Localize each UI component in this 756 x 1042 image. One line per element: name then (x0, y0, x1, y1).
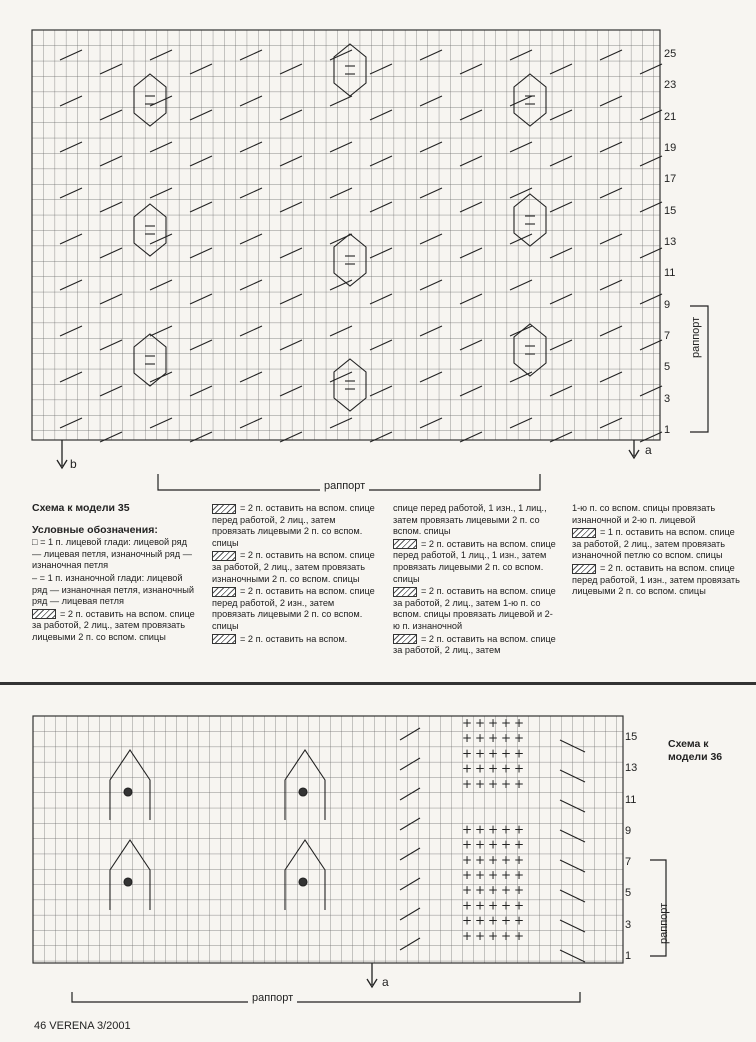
plus-stitch-icon: + (488, 731, 499, 746)
plus-stitch-icon: + (475, 852, 486, 867)
plus-stitch-icon: + (514, 761, 525, 776)
plus-stitch-icon: + (514, 822, 525, 837)
cable-symbol-icon (393, 587, 417, 597)
plus-stitch-icon: + (514, 883, 525, 898)
plus-stitch-icon: + (501, 868, 512, 882)
rapport-label-side-35: раппорт (690, 316, 702, 358)
rapport-label-side-36: раппорт (658, 902, 670, 944)
row-number: 21 (664, 110, 677, 123)
plus-stitch-icon: + (475, 746, 486, 761)
plus-stitch-icon: + (488, 883, 499, 898)
plus-stitch-icon: + (488, 898, 499, 913)
plus-stitch-icon: + (488, 776, 499, 791)
plus-stitch-icon: + (488, 913, 499, 928)
arrow-b-icon (57, 440, 67, 468)
plus-stitch-icon: + (462, 898, 473, 913)
rapport-label-bottom-35: раппорт (320, 480, 369, 492)
plus-stitch-icon: + (514, 868, 525, 882)
chart-35-grid (32, 30, 660, 440)
arrow-a-icon (629, 440, 639, 458)
marker-b: b (70, 457, 77, 471)
row-number: 1 (664, 424, 671, 436)
row-number: 7 (664, 330, 671, 342)
row-number: 3 (664, 392, 671, 405)
legend-title: Схема к модели 35 (32, 502, 130, 514)
plus-stitch-icon: + (475, 883, 486, 898)
plus-stitch-icon: + (488, 822, 499, 837)
footer-rule (0, 682, 756, 685)
row-number: 17 (664, 173, 677, 186)
legend-item: = 2 п. оставить на вспом. спице за работой, 2 лиц., затем провязать изнаночными 2 п. со вспом. спицы (212, 550, 375, 584)
cable-symbol-icon (212, 504, 236, 514)
cable-symbol-icon (212, 551, 236, 561)
plus-stitch-icon: + (501, 883, 512, 898)
row-number: 15 (625, 731, 638, 743)
plus-stitch-icon: + (488, 716, 499, 730)
plus-stitch-icon: + (475, 731, 486, 746)
plus-stitch-icon: + (501, 746, 512, 761)
cable-symbol-icon (212, 634, 236, 644)
row-number: 15 (664, 204, 677, 217)
plus-stitch-icon: + (514, 716, 525, 730)
plus-stitch-icon: + (462, 913, 473, 928)
plus-stitch-icon: + (475, 837, 486, 852)
legend-item: = 2 п. оставить на вспом. спице перед работой, 2 изн., затем провязать лицевыми 2 п. со вспом. спицы (212, 586, 375, 631)
cable-symbol-icon (572, 564, 596, 574)
legend-item: = 2 п. оставить на вспом. спице за работой, 2 лиц., затем провязать лицевыми 2 п. со вспом. спицы (32, 608, 195, 642)
plus-stitch-icon: + (475, 776, 486, 791)
row-number: 13 (625, 762, 638, 775)
plus-stitch-icon: + (514, 913, 525, 928)
row-number: 9 (625, 824, 632, 837)
legend-item: = 2 п. оставить на вспом. спице за работой, 2 лиц., затем (393, 633, 556, 656)
marker-a-36: a (382, 975, 389, 989)
legend-col-2 (212, 503, 377, 646)
plus-stitch-icon: + (462, 883, 473, 898)
plus-stitch-icon: + (501, 852, 512, 867)
plus-stitch-icon: + (462, 822, 473, 837)
legend-item: = 1 п. оставить на вспом. спице за работой, 2 лиц., затем провязать изнаночной петлю со вспом. спицы (572, 527, 735, 561)
legend-item: 1-ю п. со вспом. спицы провязать изнаночной и 2-ю п. лицевой (572, 503, 716, 525)
row-number: 1 (625, 950, 632, 962)
legend-col-4 (572, 503, 740, 599)
legend-item: спице перед работой, 1 изн., 1 лиц., затем провязать лицевыми 2 п. со вспом. спицы (393, 503, 547, 537)
cable-symbol-icon (32, 609, 56, 619)
plus-stitch-icon: + (462, 852, 473, 867)
row-number: 5 (664, 361, 671, 374)
legend-item: = 2 п. оставить на вспом. (212, 634, 377, 646)
row-number: 25 (664, 48, 677, 60)
plus-stitch-icon: + (462, 868, 473, 882)
bobble-dot-icon (299, 878, 307, 886)
bobble-dot-icon (299, 788, 307, 796)
bobble-dot-icon (124, 878, 132, 886)
legend-item: = 2 п. оставить на вспом. спице перед работой, 1 изн., затем провязать лицевыми 2 п. со вспом. спицы (572, 562, 740, 597)
chart-36-grid (33, 716, 623, 963)
plus-stitch-icon: + (475, 898, 486, 913)
plus-stitch-icon: + (501, 898, 512, 913)
plus-stitch-icon: + (488, 837, 499, 852)
plus-stitch-icon: + (514, 731, 525, 746)
plus-stitch-icon: + (462, 716, 473, 730)
plus-stitch-icon: + (501, 731, 512, 746)
plus-stitch-icon: + (514, 746, 525, 761)
plus-stitch-icon: + (488, 868, 499, 882)
plus-stitch-icon: + (514, 928, 525, 943)
plus-stitch-icon: + (475, 928, 486, 943)
rapport-label-bottom-36: раппорт (248, 992, 297, 1004)
plus-stitch-icon: + (475, 716, 486, 730)
plus-stitch-icon: + (462, 776, 473, 791)
legend-item: = 2 п. оставить на вспом. спице перед работой, 1 лиц., 1 изн., затем провязать лицевыми 2 п. со вспом. спицы (393, 538, 556, 584)
row-number: 19 (664, 142, 677, 154)
plus-stitch-icon: + (475, 868, 486, 882)
plus-stitch-icon: + (501, 928, 512, 943)
legend-item: = 2 п. оставить на вспом. спице перед работой, 2 лиц., затем провязать лицевыми 2 п. со вспом. спицы (212, 503, 375, 548)
row-number: 23 (664, 79, 677, 92)
row-number: 5 (625, 887, 632, 900)
plus-stitch-icon: + (501, 822, 512, 837)
plus-stitch-icon: + (501, 913, 512, 928)
plus-stitch-icon: + (475, 761, 486, 776)
plus-stitch-icon: + (501, 776, 512, 791)
legend-item: = 2 п. оставить на вспом. спице за работой, 2 лиц., затем 1-ю п. со вспом. спицы провязать лицевой и 2-ю п. изнаночной (393, 586, 556, 631)
plus-stitch-icon: + (501, 716, 512, 730)
plus-stitch-icon: + (462, 761, 473, 776)
plus-stitch-icon: + (462, 746, 473, 761)
plus-stitch-icon: + (488, 928, 499, 943)
bobble-dot-icon (124, 788, 132, 796)
legend-col-3 (393, 503, 558, 658)
page-footer: 46 VERENA 3/2001 (34, 1020, 131, 1032)
row-number: 9 (664, 298, 671, 311)
cable-symbol-icon (393, 539, 417, 549)
row-number: 13 (664, 236, 677, 248)
cable-symbol-icon (212, 587, 236, 597)
plus-stitch-icon: + (488, 746, 499, 761)
plus-stitch-icon: + (514, 776, 525, 791)
plus-stitch-icon: + (501, 837, 512, 852)
legend-subtitle: Условные обозначения: (32, 523, 158, 536)
row-number: 3 (625, 918, 632, 931)
cable-symbol-icon (572, 528, 596, 538)
plus-stitch-icon: + (488, 852, 499, 867)
rapport-bracket-bottom-36 (72, 992, 580, 1002)
arrow-a-36-icon (367, 963, 377, 987)
row-number: 11 (664, 267, 676, 280)
plus-stitch-icon: + (475, 822, 486, 837)
plus-stitch-icon: + (514, 898, 525, 913)
cable-symbol-icon (393, 634, 417, 644)
legend-item: – = 1 п. изнаночной глади: лицевой ряд — изнаночная петля, изнаночный ряд — лицевая петля (32, 572, 194, 607)
plus-stitch-icon: + (462, 837, 473, 852)
plus-stitch-icon: + (514, 852, 525, 867)
legend-col-1 (32, 503, 197, 645)
plus-stitch-icon: + (462, 928, 473, 943)
marker-a: a (645, 443, 652, 457)
chart-36-title: Схема к модели 36 (668, 738, 723, 763)
plus-stitch-icon: + (514, 837, 525, 852)
plus-stitch-icon: + (501, 761, 512, 776)
row-number: 7 (625, 856, 632, 869)
plus-stitch-icon: + (488, 761, 499, 776)
legend-item: □ = 1 п. лицевой глади: лицевой ряд — лицевая петля, изнаночный ряд — изнаночная петля (32, 537, 192, 571)
plus-stitch-icon: + (462, 731, 473, 746)
plus-stitch-icon: + (475, 913, 486, 928)
row-number: 11 (625, 793, 637, 806)
